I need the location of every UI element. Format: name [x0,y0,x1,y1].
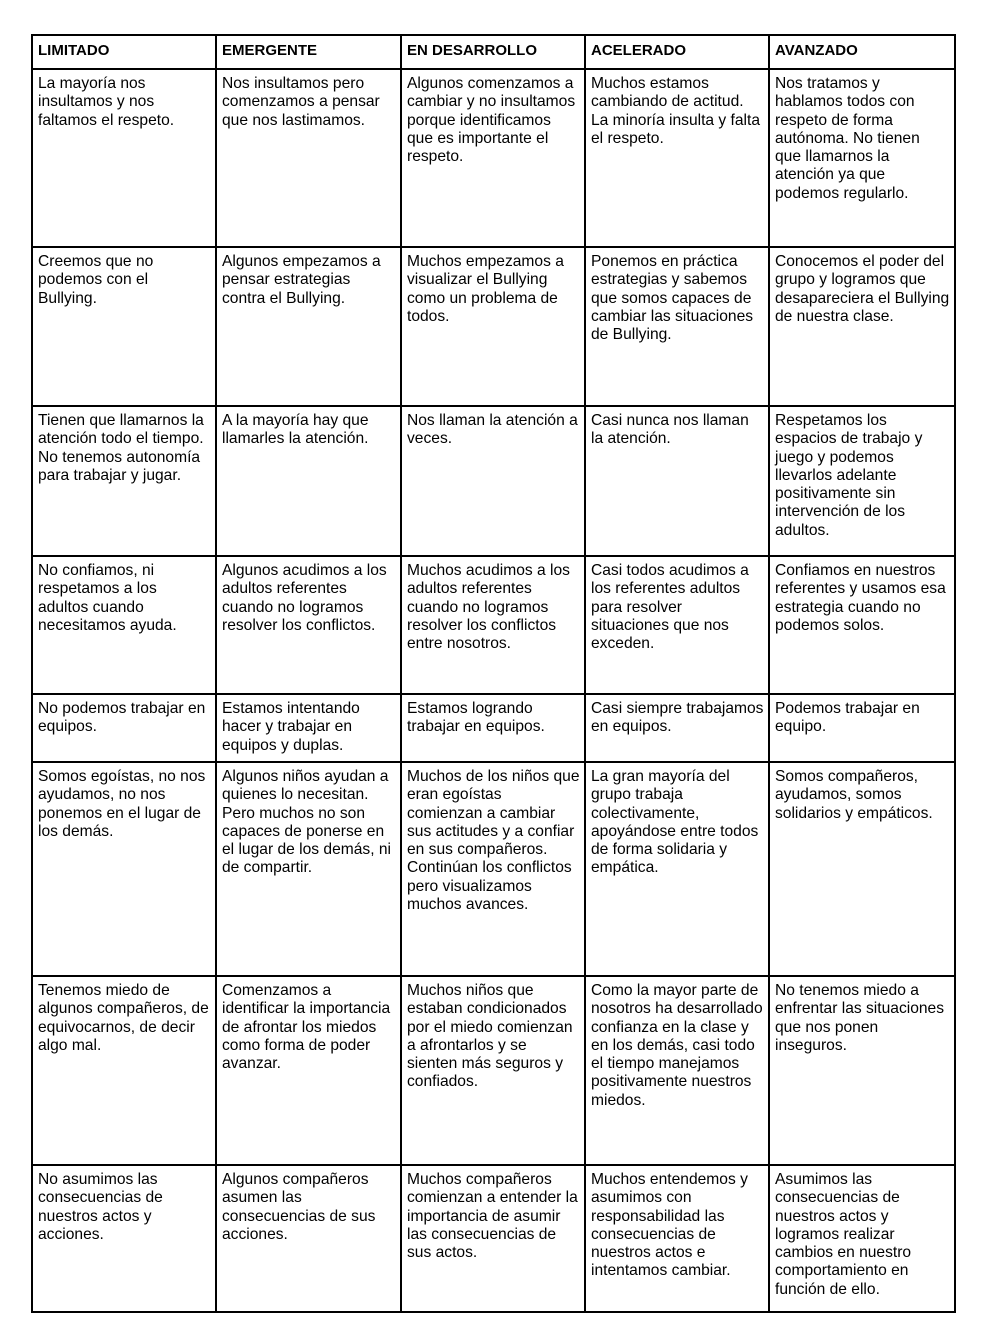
table-row [32,556,955,694]
table-cell: Asumimos las consecuencias de nuestros actos y logramos realizar cambios en nuestro comportamiento en función de ello. [769,1165,955,1312]
table-row [32,1165,955,1312]
table-row [32,694,955,762]
table-row [32,406,955,556]
header-avanzado: AVANZADO [769,35,955,69]
table-cell: Nos insultamos pero comenzamos a pensar que nos lastimamos. [216,69,401,247]
table-cell: La mayoría nos insultamos y nos faltamos el respeto. [32,69,216,247]
table-cell: Algunos compañeros asumen las consecuencias de sus acciones. [216,1165,401,1312]
table-cell: Algunos acudimos a los adultos referentes cuando no logramos resolver los conflictos. [216,556,401,694]
table-row [32,976,955,1165]
table-cell: Somos compañeros, ayudamos, somos solidarios y empáticos. [769,762,955,976]
table-cell: Estamos logrando trabajar en equipos. [401,694,585,762]
table-cell: Creemos que no podemos con el Bullying. [32,247,216,406]
table-cell: Muchos niños que estaban condicionados por el miedo comienzan a afrontarlos y se sienten más seguros y confiados. [401,976,585,1165]
table-cell: Podemos trabajar en equipo. [769,694,955,762]
table-cell: Muchos compañeros comienzan a entender la importancia de asumir las consecuencias de sus actos. [401,1165,585,1312]
rubric-table [31,34,956,1313]
table-cell: Algunos niños ayudan a quienes lo necesitan. Pero muchos no son capaces de ponerse en el lugar de los demás, ni de compartir. [216,762,401,976]
table-cell: Como la mayor parte de nosotros ha desarrollado confianza en la clase y en los demás, casi todo el tiempo manejamos positivamente nuestros miedos. [585,976,769,1165]
table-cell: Muchos empezamos a visualizar el Bullying como un problema de todos. [401,247,585,406]
table-cell: Nos llaman la atención a veces. [401,406,585,556]
table-cell: La gran mayoría del grupo trabaja colectivamente, apoyándose entre todos de forma solidaria y empática. [585,762,769,976]
table-cell: Comenzamos a identificar la importancia de afrontar los miedos como forma de poder avanzar. [216,976,401,1165]
table-cell: Estamos intentando hacer y trabajar en equipos y duplas. [216,694,401,762]
table-cell: Somos egoístas, no nos ayudamos, no nos ponemos en el lugar de los demás. [32,762,216,976]
table-cell: Algunos empezamos a pensar estrategias contra el Bullying. [216,247,401,406]
table-cell: Casi nunca nos llaman la atención. [585,406,769,556]
table-cell: Muchos entendemos y asumimos con responsabilidad las consecuencias de nuestros actos e intentamos cambiar. [585,1165,769,1312]
table-cell: Nos tratamos y hablamos todos con respeto de forma autónoma. No tienen que llamarnos la atención ya que podemos regularlo. [769,69,955,247]
table-cell: No tenemos miedo a enfrentar las situaciones que nos ponen inseguros. [769,976,955,1165]
header-limitado: LIMITADO [32,35,216,69]
table-cell: Tienen que llamarnos la atención todo el tiempo. No tenemos autonomía para trabajar y jugar. [32,406,216,556]
table-cell: Muchos de los niños que eran egoístas comienzan a cambiar sus actitudes y a confiar en sus compañeros. Continúan los conflictos pero visualizamos muchos avances. [401,762,585,976]
table-cell: Tenemos miedo de algunos compañeros, de equivocarnos, de decir algo mal. [32,976,216,1165]
table-cell: A la mayoría hay que llamarles la atención. [216,406,401,556]
header-row [32,35,955,69]
table-cell: Confiamos en nuestros referentes y usamos esa estrategia cuando no podemos solos. [769,556,955,694]
table-row [32,69,955,247]
table-cell: No confiamos, ni respetamos a los adultos cuando necesitamos ayuda. [32,556,216,694]
table-cell: Ponemos en práctica estrategias y sabemos que somos capaces de cambiar las situaciones de Bullying. [585,247,769,406]
table-row [32,762,955,976]
header-emergente: EMERGENTE [216,35,401,69]
header-acelerado: ACELERADO [585,35,769,69]
table-cell: No asumimos las consecuencias de nuestros actos y acciones. [32,1165,216,1312]
table-cell: Respetamos los espacios de trabajo y juego y podemos llevarlos adelante positivamente sin intervención de los adultos. [769,406,955,556]
table-cell: Conocemos el poder del grupo y logramos que desapareciera el Bullying de nuestra clase. [769,247,955,406]
table-cell: Algunos comenzamos a cambiar y no insultamos porque identificamos que es importante el respeto. [401,69,585,247]
table-cell: Casi todos acudimos a los referentes adultos para resolver situaciones que nos exceden. [585,556,769,694]
table-cell: Casi siempre trabajamos en equipos. [585,694,769,762]
table-cell: Muchos estamos cambiando de actitud. La minoría insulta y falta el respeto. [585,69,769,247]
table-cell: Muchos acudimos a los adultos referentes cuando no logramos resolver los conflictos entre nosotros. [401,556,585,694]
table-cell: No podemos trabajar en equipos. [32,694,216,762]
table-row [32,247,955,406]
header-en-desarrollo: EN DESARROLLO [401,35,585,69]
